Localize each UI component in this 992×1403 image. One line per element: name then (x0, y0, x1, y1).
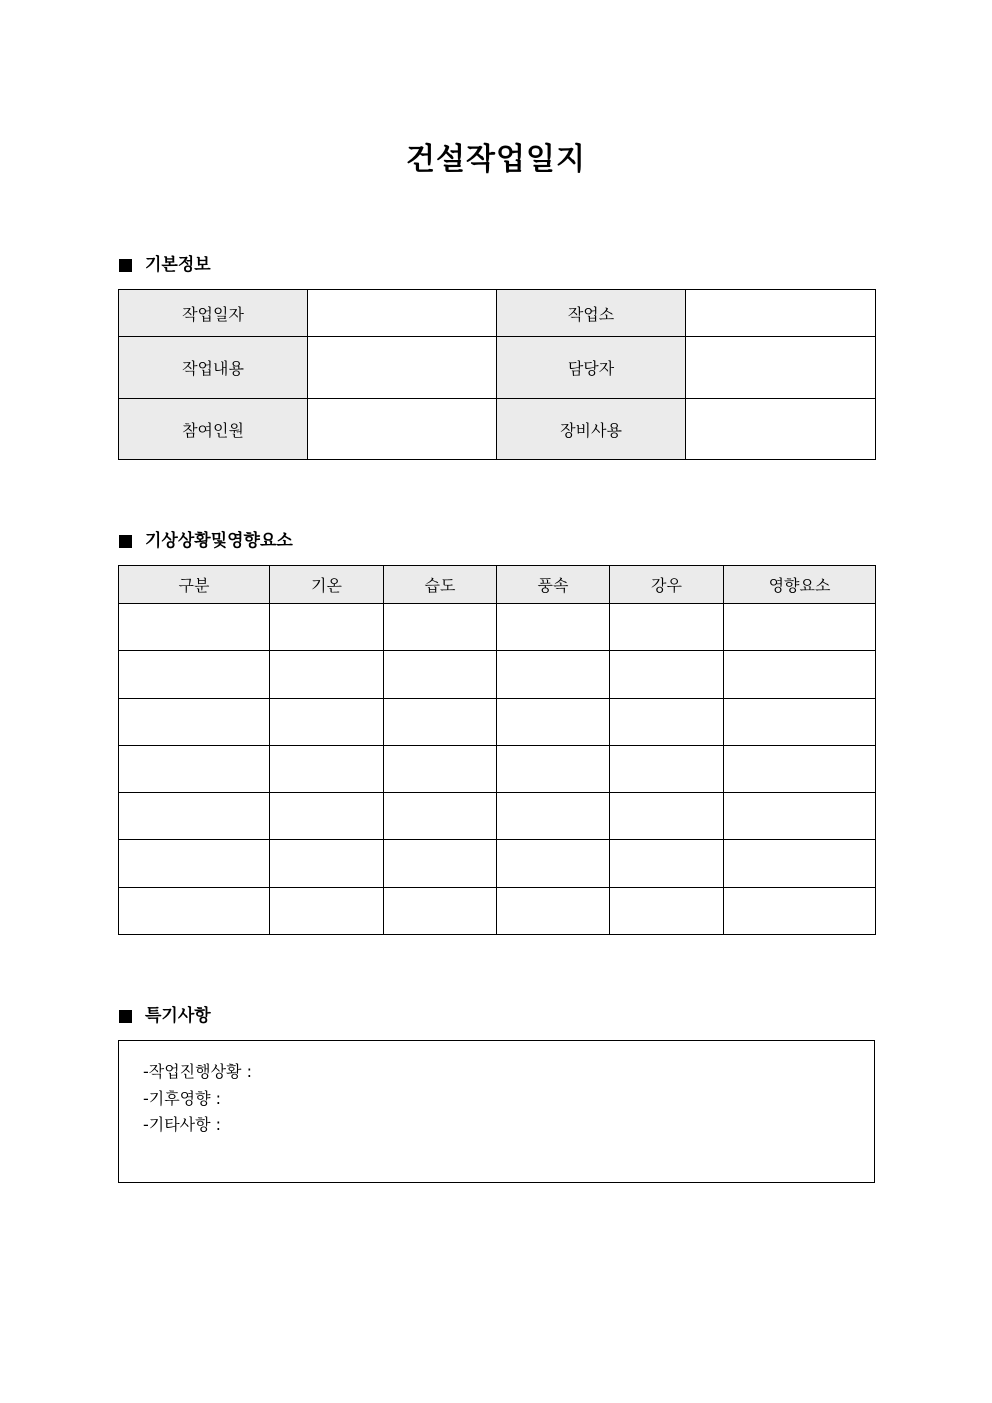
header-rainfall: 강우 (610, 566, 724, 604)
table-cell[interactable] (270, 793, 384, 840)
table-cell[interactable] (270, 746, 384, 793)
label-work-date: 작업일자 (119, 290, 308, 337)
table-cell[interactable] (724, 699, 876, 746)
header-temperature: 기온 (270, 566, 384, 604)
label-manager: 담당자 (497, 337, 686, 399)
table-cell[interactable] (119, 746, 270, 793)
table-cell[interactable] (119, 651, 270, 699)
value-work-date[interactable] (308, 290, 497, 337)
label-participants: 참여인원 (119, 399, 308, 460)
section-title-weather: 기상상황및영향요소 (145, 531, 293, 551)
label-work-content: 작업내용 (119, 337, 308, 399)
table-cell[interactable] (724, 840, 876, 888)
table-cell[interactable] (384, 699, 497, 746)
table-cell[interactable] (384, 793, 497, 840)
table-cell[interactable] (384, 651, 497, 699)
square-bullet-icon (119, 1010, 132, 1023)
value-manager[interactable] (686, 337, 876, 399)
table-cell[interactable] (610, 746, 724, 793)
table-cell[interactable] (119, 604, 270, 651)
table-row (119, 840, 876, 888)
section-title-notes: 특기사항 (145, 1006, 211, 1026)
square-bullet-icon (119, 259, 132, 272)
header-wind-speed: 풍속 (497, 566, 610, 604)
table-cell[interactable] (270, 699, 384, 746)
table-cell[interactable] (724, 888, 876, 935)
table-cell[interactable] (384, 840, 497, 888)
notes-box[interactable] (118, 1040, 875, 1183)
table-cell[interactable] (724, 604, 876, 651)
table-cell[interactable] (724, 746, 876, 793)
table-cell[interactable] (384, 888, 497, 935)
table-cell[interactable] (384, 746, 497, 793)
table-cell[interactable] (610, 840, 724, 888)
table-cell[interactable] (610, 651, 724, 699)
table-cell[interactable] (610, 793, 724, 840)
section-title-basic: 기본정보 (145, 255, 211, 275)
value-work-content[interactable] (308, 337, 497, 399)
table-row (119, 699, 876, 746)
table-cell[interactable] (384, 604, 497, 651)
table-row (119, 746, 876, 793)
table-cell[interactable] (497, 699, 610, 746)
label-work-site: 작업소 (497, 290, 686, 337)
table-row (119, 793, 876, 840)
table-cell[interactable] (497, 793, 610, 840)
table-row (119, 651, 876, 699)
weather-header-row (119, 566, 876, 604)
header-humidity: 습도 (384, 566, 497, 604)
table-cell[interactable] (270, 840, 384, 888)
table-cell[interactable] (497, 651, 610, 699)
page-title: 건설작업일지 (406, 142, 586, 177)
table-cell[interactable] (610, 699, 724, 746)
table-row (119, 888, 876, 935)
table-cell[interactable] (270, 888, 384, 935)
table-cell[interactable] (270, 651, 384, 699)
label-equipment: 장비사용 (497, 399, 686, 460)
table-cell[interactable] (610, 888, 724, 935)
basic-info-table (118, 289, 876, 460)
header-impact-factor: 영향요소 (724, 566, 876, 604)
table-cell[interactable] (270, 604, 384, 651)
table-cell[interactable] (119, 840, 270, 888)
note-other: -기타사항 : (143, 1115, 222, 1134)
square-bullet-icon (119, 535, 132, 548)
table-cell[interactable] (724, 651, 876, 699)
table-cell[interactable] (497, 888, 610, 935)
value-work-site[interactable] (686, 290, 876, 337)
weather-table (118, 565, 876, 935)
section-heading-notes (119, 1004, 211, 1028)
note-progress: -작업진행상황 : (143, 1062, 252, 1081)
table-cell[interactable] (119, 699, 270, 746)
table-cell[interactable] (610, 604, 724, 651)
header-category: 구분 (119, 566, 270, 604)
value-equipment[interactable] (686, 399, 876, 460)
table-cell[interactable] (497, 746, 610, 793)
section-heading-basic (119, 253, 211, 277)
value-participants[interactable] (308, 399, 497, 460)
note-climate: -기후영향 : (143, 1089, 222, 1108)
section-heading-weather (119, 529, 293, 553)
table-cell[interactable] (497, 604, 610, 651)
table-cell[interactable] (119, 793, 270, 840)
table-cell[interactable] (497, 840, 610, 888)
table-cell[interactable] (119, 888, 270, 935)
table-cell[interactable] (724, 793, 876, 840)
table-row (119, 604, 876, 651)
